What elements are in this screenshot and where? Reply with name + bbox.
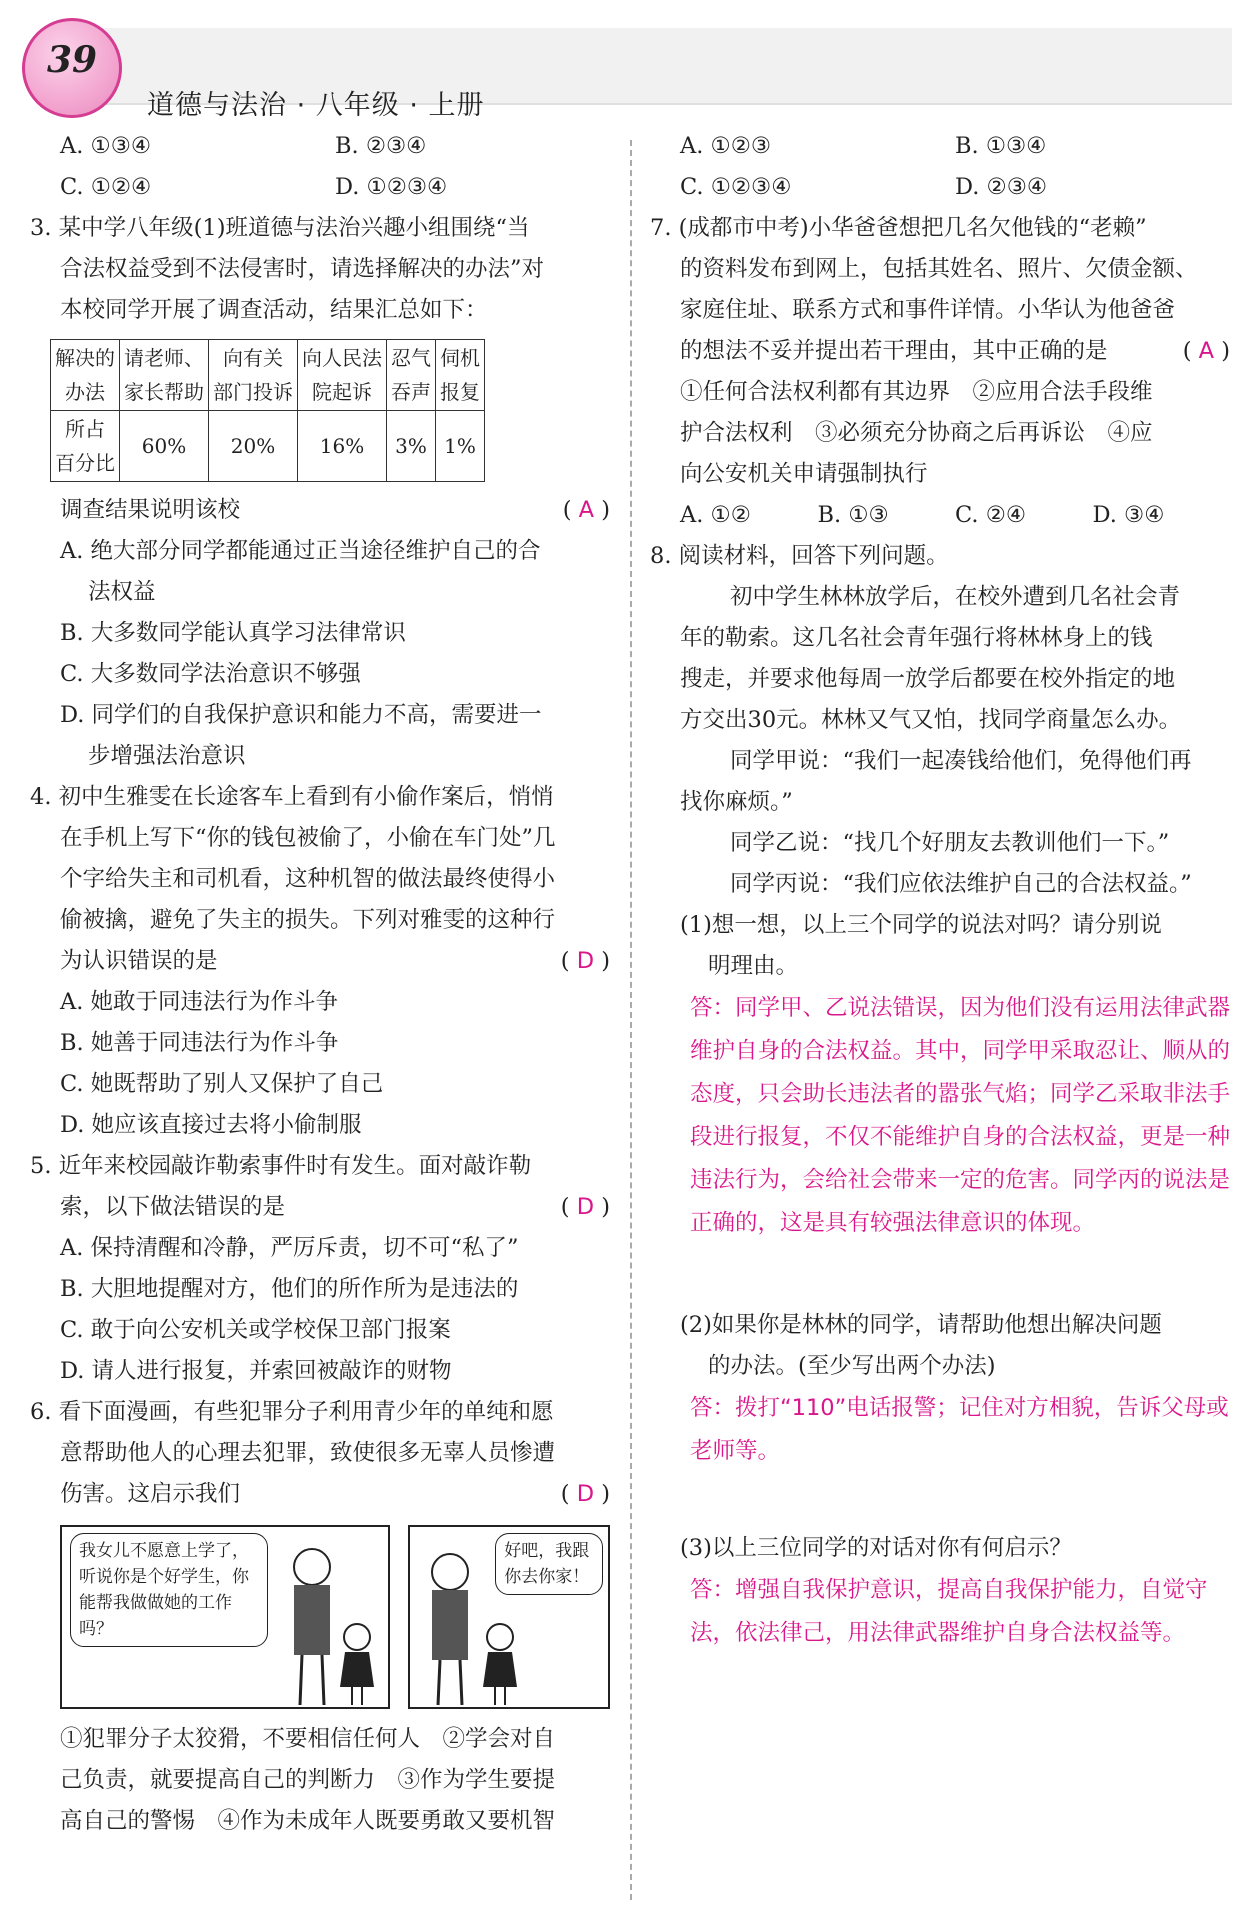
- table-header: 忍气 吞声: [387, 340, 436, 411]
- option: A. 绝大部分同学都能通过正当途径维护自己的合: [60, 538, 541, 564]
- cartoon-figures-icon: [62, 1527, 392, 1707]
- q8-stem: 8. 阅读材料，回答下列问题。: [650, 543, 949, 569]
- left-column: [30, 126, 610, 1842]
- option: B. ①③: [817, 502, 889, 528]
- option: B. 大胆地提醒对方，他们的所作所为是违法的: [60, 1276, 519, 1302]
- q8-material-line: 年的勒索。这几名社会青年强行将林林身上的钱: [680, 625, 1153, 651]
- sub-question-2: (2)如果你是林林的同学，请帮助他想出解决问题: [680, 1312, 1162, 1338]
- q8-jia-line: 同学甲说：“我们一起凑钱给他们，免得他们再: [730, 748, 1192, 774]
- answer-bracket: ( D ): [560, 1194, 610, 1220]
- table-cell: 3%: [387, 411, 436, 482]
- answer-bracket: ( A ): [1182, 338, 1230, 364]
- table-cell: 20%: [209, 411, 298, 482]
- option: D. ②③④: [955, 174, 1048, 200]
- option: D. 请人进行报复，并索回被敲诈的财物: [60, 1358, 452, 1384]
- q8-material-line: 搜走，并要求他每周一放学后都要在校外指定的地: [680, 666, 1176, 692]
- answer-letter: D: [576, 1481, 595, 1507]
- option: A. 保持清醒和冷静，严厉斥责，切不可“私了”: [60, 1235, 519, 1261]
- q6-statement-line: 高自己的警惕 ④作为未成年人既要勇敢又要机智: [60, 1808, 556, 1834]
- option: C. 她既帮助了别人又保护了自己: [60, 1071, 384, 1097]
- sub-question-1: 明理由。: [708, 953, 799, 979]
- q7-statement-line: 护合法权利 ③必须充分协商之后再诉讼 ④应: [680, 420, 1153, 446]
- q3-stem-line: 合法权益受到不法侵害时，请选择解决的办法”对: [60, 256, 545, 282]
- q7-stem-line: 家庭住址、联系方式和事件详情。小华认为他爸爸: [680, 297, 1176, 323]
- option: B. 她善于同违法行为作斗争: [60, 1030, 339, 1056]
- q6-stem-line: 意帮助他人的心理去犯罪，致使很多无辜人员惨遭: [60, 1440, 556, 1466]
- q6-stem-line: 伤害。这启示我们 ( D ): [30, 1474, 610, 1515]
- q7-options: [650, 495, 1230, 536]
- book-title: 道德与法治 · 八年级 · 上册: [147, 90, 485, 121]
- q6-stem-line: 6. 看下面漫画，有些犯罪分子利用青少年的单纯和愿: [30, 1399, 554, 1425]
- q7-statement-line: 向公安机关申请强制执行: [680, 461, 928, 487]
- answer-bracket: ( D ): [560, 948, 610, 974]
- q4-stem-line: 偷被擒，避免了失主的损失。下列对雅雯的这种行: [60, 907, 556, 933]
- q3-prompt: 调查结果说明该校 ( A ): [30, 490, 610, 531]
- answer-bracket: ( A ): [562, 497, 610, 523]
- page-number-badge: [22, 18, 122, 118]
- q4-stem-line: 4. 初中生雅雯在长途客车上看到有小偷作案后，悄悄: [30, 784, 554, 810]
- option-continued: 步增强法治意识: [88, 743, 246, 769]
- table-header: 请老师、 家长帮助: [120, 340, 209, 411]
- option: C. ①②④: [60, 174, 152, 200]
- q8-jia-line: 找你麻烦。”: [680, 789, 793, 815]
- table-header: 向人民法 院起诉: [298, 340, 387, 411]
- q7-statement-line: ①任何合法权利都有其边界 ②应用合法手段维: [680, 379, 1153, 405]
- q3-stem-line: 本校同学开展了调查活动，结果汇总如下：: [60, 297, 488, 323]
- q4-stem-line: 为认识错误的是 ( D ): [30, 941, 610, 982]
- option: A. ①③④: [60, 133, 152, 159]
- table-cell: 60%: [120, 411, 209, 482]
- q6-options-row-2: [650, 167, 1230, 208]
- option: A. ①②③: [680, 133, 772, 159]
- option: B. ②③④: [335, 133, 427, 159]
- option: A. ①②: [680, 502, 751, 528]
- q7-stem-line: 的资料发布到网上，包括其姓名、照片、欠债金额、: [680, 256, 1198, 282]
- q7-stem-line: 的想法不妥并提出若干理由，其中正确的是 ( A ): [650, 331, 1230, 372]
- answer-letter: A: [578, 497, 595, 523]
- q8-material-line: 方交出30元。林林又气又怕，找同学商量怎么办。: [680, 707, 1182, 733]
- q8-yi-line: 同学乙说：“找几个好朋友去教训他们一下。”: [730, 830, 1170, 856]
- table-cell: 所占 百分比: [51, 411, 120, 482]
- sub-question-2: 的办法。(至少写出两个办法): [708, 1353, 996, 1379]
- sub-question-1: (1)想一想，以上三个同学的说法对吗？请分别说: [680, 912, 1162, 938]
- q8-bing-line: 同学丙说：“我们应依法维护自己的合法权益。”: [730, 871, 1192, 897]
- q2-options-row-1: [30, 126, 610, 167]
- speech-bubble: 我女儿不愿意上学了，听说你是个好学生，你能帮我做做她的工作吗？: [70, 1533, 268, 1647]
- q8-material-line: 初中学生林林放学后，在校外遭到几名社会青: [730, 584, 1181, 610]
- q6-statement-line: ①犯罪分子太狡猾，不要相信任何人 ②学会对自: [60, 1726, 556, 1752]
- column-divider: [630, 140, 632, 1900]
- option: C. 大多数同学法治意识不够强: [60, 661, 361, 687]
- right-column: [650, 126, 1230, 1655]
- option: D. 同学们的自我保护意识和能力不高，需要进一: [60, 702, 542, 728]
- option: D. ①②③④: [335, 174, 448, 200]
- answer-1: 答：同学甲、乙说法错误，因为他们没有运用法律武器维护自身的合法权益。其中，同学甲采取忍让、顺从的态度，只会助长违法者的嚣张气焰；同学乙采取非法手段进行报复，不仅不能维护自身的合法权益，更是一种违法行为，会给社会带来一定的危害。同学丙的说法是正确的，这是具有较强法律意识的体现。: [690, 995, 1231, 1236]
- q5-stem-line: 索，以下做法错误的是 ( D ): [30, 1187, 610, 1228]
- q6-options-row-1: [650, 126, 1230, 167]
- option: B. ①③④: [955, 133, 1047, 159]
- option: B. 大多数同学能认真学习法律常识: [60, 620, 406, 646]
- q4-stem-line: 在手机上写下“你的钱包被偷了，小偷在车门处”几: [60, 825, 556, 851]
- table-header: 向有关 部门投诉: [209, 340, 298, 411]
- table-cell: 1%: [436, 411, 485, 482]
- q6-statement-line: 己负责，就要提高自己的判断力 ③作为学生要提: [60, 1767, 556, 1793]
- option: A. 她敢于同违法行为作斗争: [60, 989, 339, 1015]
- cartoon-panel-1: [60, 1525, 390, 1709]
- cartoon: [60, 1525, 610, 1709]
- answer-bracket: ( D ): [560, 1481, 610, 1507]
- table-header: 解决的 办法: [51, 340, 120, 411]
- option: C. 敢于向公安机关或学校保卫部门报案: [60, 1317, 451, 1343]
- cartoon-panel-2: [408, 1525, 610, 1709]
- cartoon-figures-icon: [410, 1527, 610, 1707]
- q4-stem-line: 个字给失主和司机看，这种机智的做法最终使得小: [60, 866, 556, 892]
- answer-3: 答：增强自我保护意识，提高自我保护能力，自觉守法，依法律己，用法律武器维护自身合法权益等。: [690, 1577, 1208, 1646]
- page-number: 39: [46, 39, 98, 81]
- sub-question-3: (3)以上三位同学的对话对你有何启示？: [680, 1535, 1072, 1561]
- option-continued: 法权益: [88, 579, 156, 605]
- answer-letter: A: [1198, 338, 1215, 364]
- survey-table: [50, 339, 485, 482]
- q5-stem-line: 5. 近年来校园敲诈勒索事件时有发生。面对敲诈勒: [30, 1153, 532, 1179]
- answer-letter: D: [576, 948, 595, 974]
- q7-stem-line: 7. (成都市中考)小华爸爸想把几名欠他钱的“老赖”: [650, 215, 1147, 241]
- option: C. ①②③④: [680, 174, 792, 200]
- option: D. ③④: [1092, 502, 1165, 528]
- table-header: 伺机 报复: [436, 340, 485, 411]
- answer-2: 答：拨打“110”电话报警；记住对方相貌，告诉父母或老师等。: [690, 1395, 1229, 1464]
- option: D. 她应该直接过去将小偷制服: [60, 1112, 362, 1138]
- answer-letter: D: [576, 1194, 595, 1220]
- speech-bubble: 好吧，我跟你去你家！: [495, 1533, 603, 1595]
- option: C. ②④: [955, 502, 1027, 528]
- page-header: [22, 18, 1232, 121]
- table-cell: 16%: [298, 411, 387, 482]
- table-row: [51, 340, 485, 411]
- table-row: [51, 411, 485, 482]
- q3-stem-line: 3. 某中学八年级(1)班道德与法治兴趣小组围绕“当: [30, 215, 530, 241]
- q2-options-row-2: [30, 167, 610, 208]
